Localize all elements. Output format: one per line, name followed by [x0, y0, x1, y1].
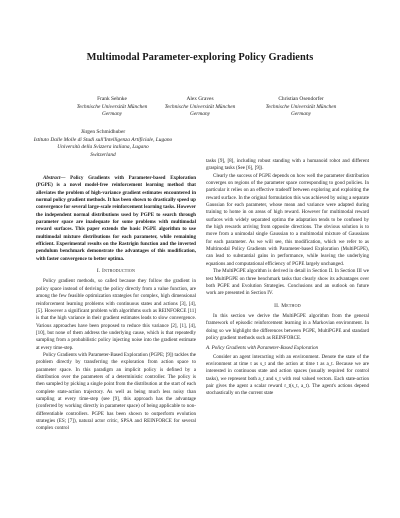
author-affiliation: Università della Svizzera italiana, Lugano — [57, 144, 149, 151]
body-paragraph: Clearly the success of PGPE depends on how well the parameter distribution converges on regions of the parameter space corresponding to good policies. In particular it relies on an effective tradeoff between exploring and exploiting the reward surface. In the original formulation this was achieved by using a separate Gaussian for each parameter, whose mean and variance were adapted during training to home in on areas of high reward. However for multimodal reward surfaces with widely separated optima the adaptation tends to be confused by the high rewards arriving from opposite directions. The obvious solution is to move from a unimodal single Gaussian to a multimodal mixture of Gaussians for each parameter. As we will see, this modification, which we refer to as Multimodal Policy Gradients with Parameter-based Exploration (MultiPGPE), can lead to substantial gains in performance, while leaving the underlying equations and computational efficiency of PGPE largely unchanged. — [206, 172, 369, 267]
author-country: Germany — [101, 111, 123, 118]
body-paragraph: In this section we derive the MultiPGPE algorithm from the general framework of episodic reinforcement learning in a Markovian environment. In doing so we highlight the differences between PGPE, MultiPGPE and standard policy gradient methods such as REINFORCE. — [206, 312, 369, 341]
abstract-text: — Policy Gradients with Parameter-based Exploration (PGPE) is a novel model-free reinforcement learning method that alleviates the problem of high-variance gradient estimates encountered in normal policy gradient methods. It has been shown to drastically speed up convergence for several large-scale reinforcement learning tasks. However the independent normal distributions used by PGPE to search through parameter space are inadequate for some problems with multimodal reward surfaces. This paper extends the basic PGPE algorithm to use multimodal mixture distributions for each parameter, while remaining efficient. Experimental results on the Rastrigin function and the inverted pendulum benchmark demonstrate the advantages of this modification, with faster convergence to better optima. — [36, 175, 196, 262]
author-affiliation: Technische Universität München — [265, 103, 337, 110]
author-affiliation: Istituto Dalle Molle di Studi sull'Intelligenza Artificiale, Lugano — [33, 136, 173, 143]
author-block-1 — [62, 96, 162, 119]
body-paragraph: Policy Gradients with Parameter-Based Exploration (PGPE; [9]) tackles the problem directly by transferring the exploration from action space to parameter space. In this paradigm an implicit policy is defined by a distribution over the parameters of a deterministic controller. The policy is then sampled by picking a single point from the distribution at the start of each complete state-action trajectory. As well as being much less noisy than sampling at every time-step (see [9], this approach has the advantage (conferred by working directly in parameter space) of being applicable to non-differentiable controllers. PGPE has been shown to outperform evolution strategies (ES; [7]), natural actor critic, SPSA and REINFORCE for several complex control — [36, 351, 196, 432]
paper-title: Multimodal Parameter-exploring Policy Gradients — [86, 52, 314, 63]
author-name: Christian Osendorfer — [278, 96, 324, 102]
author-name: Jürgen Schmidhuber — [80, 129, 126, 135]
author-name: Frank Sehnke — [97, 96, 127, 102]
author-block-2 — [150, 96, 250, 119]
body-paragraph: The MultiPGPE algorithm is derived in detail in Section II. In Section III we test MultiPGPE on three benchmark tasks that clearly show its advantages over both PGPE and Evolution Strategies. Conclusions and an outlook on future work are presented in Section IV. — [206, 268, 369, 297]
abstract-label: Abstract — [43, 175, 61, 181]
author-country: Germany — [290, 111, 312, 118]
author-block-4 — [8, 129, 198, 160]
author-affiliation: Technische Universität München — [164, 103, 236, 110]
body-paragraph: Consider an agent interacting with an environment. Denote the state of the environment at time t as s_t and the action at time t as a_t. Because we are interested in continuous state and action spaces (usually required for control tasks), we represent both a_t and s_t with real valued vectors. Each state-action pair gives the agent a scalar reward r_t(s_t, a_t). The agent's actions depend stochastically on the current state — [206, 353, 369, 397]
subsection-heading: A. Policy Gradients with Parameter-Based Exploration — [206, 345, 319, 352]
right-column — [206, 158, 369, 398]
section-heading-introduction: I. Introduction — [96, 268, 136, 275]
body-paragraph: tasks [9], [8], including robust standing with a humanoid robot and different grasping tasks (See [6], [9]). — [206, 158, 369, 172]
abstract — [36, 175, 196, 263]
body-paragraph: Policy gradient methods, so called because they follow the gradient in policy space instead of deriving the policy directly from a value function, are among the few feasible optimization strategies for complex, high dimensional reinforcement learning problems with continuous states and actions [3], [4], [5]. However a significant problem with algorithms such as REINFORCE [11] is that the high variance in their gradient estimates leads to slow convergence. Various approaches have been proposed to reduce this variance [2], [1], [4], [10], but none of them address the underlying cause, which is that repeatedly sampling from a probabilistic policy injecting noise into the gradient estimate at every time-step. — [36, 278, 196, 351]
section-heading-method: II. Method — [274, 302, 301, 309]
author-country: Germany — [189, 111, 211, 118]
author-country: Switzerland — [90, 152, 116, 159]
left-column — [36, 175, 196, 433]
author-block-3 — [246, 96, 356, 119]
author-name: Alex Graves — [186, 96, 214, 102]
author-affiliation: Technische Universität München — [76, 103, 148, 110]
